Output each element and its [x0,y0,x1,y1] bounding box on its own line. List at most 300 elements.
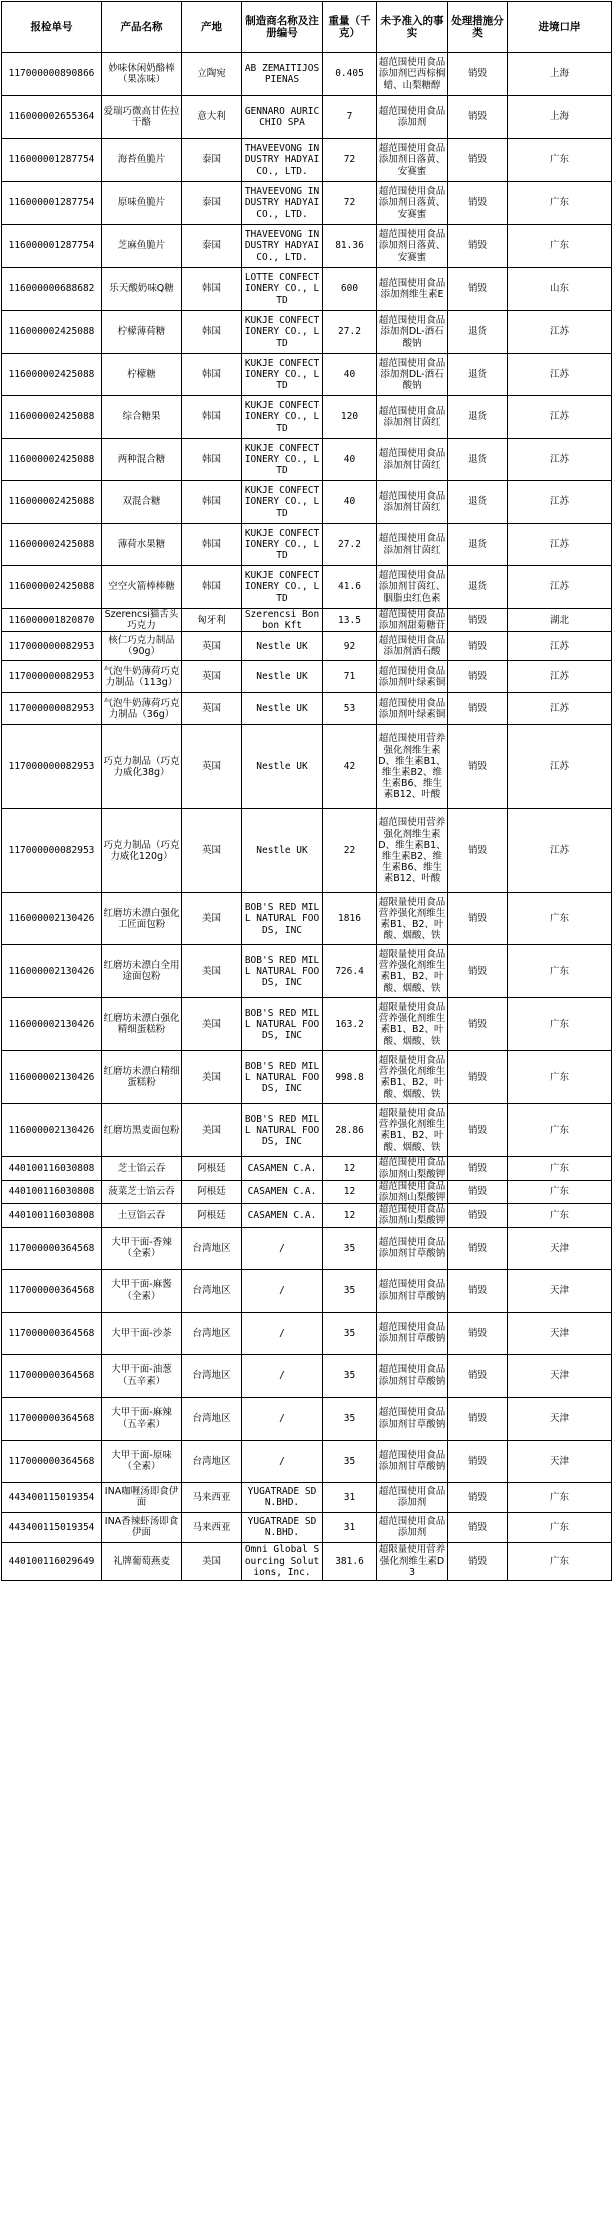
cell-reason: 超范围使用食品添加剂酒石酸 [377,632,448,661]
cell-action: 销毁 [448,139,508,182]
cell-port: 广东 [508,1180,612,1203]
table-row [2,182,612,225]
cell-origin: 台湾地区 [182,1440,242,1482]
cell-reason: 超范围使用食品添加剂DL-酒石酸钠 [377,311,448,354]
cell-name: 爱瑞巧微高甘佐拉干酪 [102,96,182,139]
cell-name: 气泡牛奶薄荷巧克力制品（36g） [102,693,182,725]
cell-maker: THAVEEVONG INDUSTRY HADYAI CO., LTD. [242,182,323,225]
cell-origin: 英国 [182,809,242,893]
header-action: 处理措施分类 [448,2,508,53]
cell-code: 116000002130426 [2,893,102,945]
cell-reason: 超范围使用食品添加剂甘草酸钠 [377,1354,448,1397]
cell-reason: 超范围使用食品添加剂巴西棕榈蜡、山梨糖醇 [377,53,448,96]
cell-reason: 超范围使用食品添加剂甘茵红 [377,524,448,566]
cell-name: 空空火箭棒棒糖 [102,566,182,609]
entry-rejection-table [1,1,612,1581]
cell-reason: 超范围使用食品添加剂甘草酸钠 [377,1312,448,1354]
cell-code: 117000000364568 [2,1440,102,1482]
cell-origin: 台湾地区 [182,1312,242,1354]
cell-maker: BOB'S RED MILL NATURAL FOODS, INC [242,1104,323,1157]
cell-reason: 超范围使用食品添加剂日落黄、安赛蜜 [377,139,448,182]
cell-reason: 超限量使用食品营养强化剂维生素B1、B2、叶酸、烟酸、铁 [377,945,448,998]
table-row [2,632,612,661]
cell-action: 销毁 [448,1482,508,1512]
cell-weight: 40 [323,354,377,396]
cell-action: 销毁 [448,809,508,893]
cell-maker: BOB'S RED MILL NATURAL FOODS, INC [242,945,323,998]
table-row [2,1354,612,1397]
cell-code: 117000000364568 [2,1354,102,1397]
cell-reason: 超范围使用食品添加剂叶绿素铜 [377,661,448,693]
cell-reason: 超范围使用食品添加剂甘茵红 [377,481,448,524]
cell-reason: 超范围使用食品添加剂维生素E [377,268,448,311]
table-row [2,1051,612,1104]
cell-maker: BOB'S RED MILL NATURAL FOODS, INC [242,893,323,945]
cell-maker: CASAMEN C.A. [242,1157,323,1180]
cell-port: 江苏 [508,809,612,893]
cell-port: 广东 [508,139,612,182]
cell-origin: 阿根廷 [182,1204,242,1227]
cell-reason: 超限量使用食品营养强化剂维生素B1、B2、叶酸、烟酸、铁 [377,893,448,945]
cell-code: 440100116029649 [2,1542,102,1580]
cell-reason: 超范围使用食品添加剂甘草酸钠 [377,1269,448,1312]
table-row [2,53,612,96]
table-row [2,1542,612,1580]
cell-origin: 匈牙利 [182,609,242,632]
cell-reason: 超限量使用食品营养强化剂维生素B1、B2、叶酸、烟酸、铁 [377,998,448,1051]
table-row [2,1180,612,1203]
cell-port: 广东 [508,225,612,268]
cell-weight: 35 [323,1269,377,1312]
cell-weight: 0.405 [323,53,377,96]
cell-weight: 12 [323,1180,377,1203]
cell-maker: THAVEEVONG INDUSTRY HADYAI CO., LTD. [242,139,323,182]
cell-weight: 22 [323,809,377,893]
cell-origin: 英国 [182,725,242,809]
cell-reason: 超范围使用食品添加剂DL-酒石酸钠 [377,354,448,396]
cell-action: 销毁 [448,693,508,725]
cell-name: 菠菜芝士馅云吞 [102,1180,182,1203]
cell-code: 116000002425088 [2,439,102,481]
cell-maker: YUGATRADE SDN.BHD. [242,1512,323,1542]
table-row [2,1397,612,1440]
cell-name: 气泡牛奶薄荷巧克力制品（113g） [102,661,182,693]
cell-name: 原味鱼脆片 [102,182,182,225]
cell-port: 江苏 [508,311,612,354]
cell-reason: 超范围使用食品添加剂叶绿素铜 [377,693,448,725]
cell-origin: 韩国 [182,396,242,439]
cell-maker: KUKJE CONFECTIONERY CO., LTD [242,396,323,439]
cell-port: 广东 [508,1204,612,1227]
table-row [2,661,612,693]
cell-maker: KUKJE CONFECTIONERY CO., LTD [242,524,323,566]
cell-origin: 立陶宛 [182,53,242,96]
header-name: 产品名称 [102,2,182,53]
cell-maker: KUKJE CONFECTIONERY CO., LTD [242,566,323,609]
cell-code: 117000000082953 [2,661,102,693]
cell-code: 116000002425088 [2,396,102,439]
cell-action: 销毁 [448,268,508,311]
cell-code: 117000000082953 [2,809,102,893]
table-row [2,268,612,311]
cell-port: 广东 [508,1157,612,1180]
cell-action: 销毁 [448,632,508,661]
cell-weight: 42 [323,725,377,809]
table-row [2,1512,612,1542]
cell-weight: 35 [323,1440,377,1482]
cell-action: 销毁 [448,893,508,945]
cell-weight: 7 [323,96,377,139]
table-row [2,225,612,268]
table-row [2,609,612,632]
cell-maker: KUKJE CONFECTIONERY CO., LTD [242,439,323,481]
cell-port: 江苏 [508,725,612,809]
cell-reason: 超范围使用食品添加剂 [377,1482,448,1512]
cell-action: 退货 [448,439,508,481]
cell-name: 两种混合糖 [102,439,182,481]
cell-maker: BOB'S RED MILL NATURAL FOODS, INC [242,998,323,1051]
cell-weight: 53 [323,693,377,725]
cell-reason: 超限量使用食品营养强化剂维生素B1、B2、叶酸、烟酸、铁 [377,1051,448,1104]
cell-weight: 998.8 [323,1051,377,1104]
cell-origin: 泰国 [182,182,242,225]
cell-code: 116000002655364 [2,96,102,139]
cell-name: 妙味休闲奶酪棒（果冻味） [102,53,182,96]
header-reason: 未予准入的事实 [377,2,448,53]
cell-origin: 美国 [182,945,242,998]
cell-action: 销毁 [448,182,508,225]
cell-code: 440100116030808 [2,1157,102,1180]
cell-code: 116000000688682 [2,268,102,311]
cell-code: 116000002425088 [2,524,102,566]
cell-origin: 泰国 [182,225,242,268]
cell-origin: 台湾地区 [182,1397,242,1440]
cell-name: 乐天酸奶味Q糖 [102,268,182,311]
header-origin: 产地 [182,2,242,53]
cell-code: 116000002425088 [2,566,102,609]
cell-port: 江苏 [508,396,612,439]
cell-action: 退货 [448,481,508,524]
table-row [2,1482,612,1512]
cell-action: 销毁 [448,1512,508,1542]
cell-weight: 163.2 [323,998,377,1051]
cell-maker: Nestle UK [242,693,323,725]
cell-maker: BOB'S RED MILL NATURAL FOODS, INC [242,1051,323,1104]
cell-weight: 72 [323,182,377,225]
cell-name: 海苔鱼脆片 [102,139,182,182]
cell-name: 红磨坊未漂白全用途面包粉 [102,945,182,998]
cell-origin: 韩国 [182,354,242,396]
cell-origin: 意大利 [182,96,242,139]
cell-maker: Omni Global Sourcing Solutions, Inc. [242,1542,323,1580]
cell-code: 116000001287754 [2,225,102,268]
cell-origin: 美国 [182,998,242,1051]
cell-weight: 726.4 [323,945,377,998]
cell-name: 大甲干面-香辣（全素） [102,1227,182,1269]
cell-weight: 81.36 [323,225,377,268]
cell-reason: 超范围使用营养强化剂维生素D、维生素B1、维生素B2、维生素B6、维生素B12、叶酸 [377,725,448,809]
table-row [2,998,612,1051]
cell-action: 销毁 [448,96,508,139]
cell-maker: / [242,1354,323,1397]
cell-weight: 72 [323,139,377,182]
table-body [2,53,612,1581]
cell-code: 116000001287754 [2,182,102,225]
cell-name: 礼牌葡萄燕麦 [102,1542,182,1580]
cell-port: 上海 [508,96,612,139]
cell-reason: 超范围使用食品添加剂山梨酸钾 [377,1204,448,1227]
table-row [2,809,612,893]
cell-weight: 1816 [323,893,377,945]
cell-weight: 71 [323,661,377,693]
cell-weight: 41.6 [323,566,377,609]
cell-code: 116000002130426 [2,1051,102,1104]
cell-maker: Nestle UK [242,809,323,893]
table-row [2,1227,612,1269]
cell-code: 117000000364568 [2,1269,102,1312]
cell-port: 湖北 [508,609,612,632]
cell-name: 大甲干面-原味（全素） [102,1440,182,1482]
cell-name: 大甲干面-麻辣（五辛素） [102,1397,182,1440]
cell-code: 116000002425088 [2,354,102,396]
cell-port: 江苏 [508,524,612,566]
cell-weight: 31 [323,1512,377,1542]
header-port: 进境口岸 [508,2,612,53]
cell-reason: 超范围使用食品添加剂山梨酸钾 [377,1157,448,1180]
cell-name: 芝麻鱼脆片 [102,225,182,268]
table-row [2,693,612,725]
cell-action: 销毁 [448,725,508,809]
cell-origin: 美国 [182,1542,242,1580]
cell-origin: 韩国 [182,566,242,609]
cell-code: 443400115019354 [2,1512,102,1542]
cell-port: 广东 [508,998,612,1051]
cell-weight: 40 [323,481,377,524]
cell-port: 天津 [508,1227,612,1269]
cell-action: 销毁 [448,1312,508,1354]
cell-action: 销毁 [448,1269,508,1312]
cell-name: 红磨坊未漂白精细蛋糕粉 [102,1051,182,1104]
cell-name: 大甲干面-麻酱（全素） [102,1269,182,1312]
cell-weight: 35 [323,1227,377,1269]
cell-action: 销毁 [448,945,508,998]
cell-reason: 超范围使用食品添加剂 [377,1512,448,1542]
cell-action: 销毁 [448,1104,508,1157]
cell-port: 天津 [508,1312,612,1354]
cell-maker: CASAMEN C.A. [242,1180,323,1203]
cell-name: 柠檬薄荷糖 [102,311,182,354]
cell-maker: / [242,1397,323,1440]
cell-action: 退货 [448,396,508,439]
cell-weight: 27.2 [323,524,377,566]
cell-reason: 超范围使用食品添加剂甘草酸钠 [377,1440,448,1482]
table-row [2,945,612,998]
cell-weight: 12 [323,1157,377,1180]
table-row [2,566,612,609]
cell-reason: 超范围使用食品添加剂甜菊糖苷 [377,609,448,632]
cell-name: 芝士馅云吞 [102,1157,182,1180]
cell-name: 薄荷水果糖 [102,524,182,566]
cell-port: 广东 [508,1104,612,1157]
cell-weight: 40 [323,439,377,481]
cell-maker: Nestle UK [242,632,323,661]
cell-name: 大甲干面-沙茶 [102,1312,182,1354]
cell-maker: Nestle UK [242,661,323,693]
cell-action: 退货 [448,354,508,396]
cell-maker: GENNARO AURICCHIO SPA [242,96,323,139]
table-row [2,893,612,945]
cell-port: 江苏 [508,693,612,725]
header-weight: 重量（千克） [323,2,377,53]
cell-maker: / [242,1269,323,1312]
cell-name: INA咖喱汤即食伊面 [102,1482,182,1512]
cell-name: 双混合糖 [102,481,182,524]
table-row [2,524,612,566]
cell-name: INA香辣虾汤即食伊面 [102,1512,182,1542]
cell-port: 江苏 [508,566,612,609]
cell-maker: AB ZEMAITIJOS PIENAS [242,53,323,96]
cell-port: 广东 [508,1482,612,1512]
cell-reason: 超范围使用食品添加剂山梨酸钾 [377,1180,448,1203]
cell-origin: 台湾地区 [182,1227,242,1269]
cell-maker: / [242,1312,323,1354]
cell-reason: 超范围使用食品添加剂日落黄、安赛蜜 [377,182,448,225]
cell-port: 广东 [508,1512,612,1542]
cell-weight: 381.6 [323,1542,377,1580]
cell-weight: 27.2 [323,311,377,354]
cell-maker: / [242,1227,323,1269]
cell-maker: KUKJE CONFECTIONERY CO., LTD [242,311,323,354]
cell-action: 销毁 [448,225,508,268]
cell-code: 443400115019354 [2,1482,102,1512]
cell-name: 核仁巧克力制品（90g） [102,632,182,661]
cell-reason: 超范围使用食品添加剂日落黄、安赛蜜 [377,225,448,268]
cell-port: 天津 [508,1397,612,1440]
table-row [2,1104,612,1157]
table-row [2,311,612,354]
cell-reason: 超限量使用营养强化剂维生素D3 [377,1542,448,1580]
cell-action: 销毁 [448,1354,508,1397]
cell-reason: 超范围使用营养强化剂维生素D、维生素B1、维生素B2、维生素B6、维生素B12、叶酸 [377,809,448,893]
cell-action: 销毁 [448,1227,508,1269]
cell-port: 江苏 [508,439,612,481]
cell-origin: 英国 [182,661,242,693]
cell-reason: 超限量使用食品营养强化剂维生素B1、B2、叶酸、烟酸、铁 [377,1104,448,1157]
cell-name: 综合糖果 [102,396,182,439]
cell-weight: 13.5 [323,609,377,632]
cell-maker: Szerencsi Bonbon Kft [242,609,323,632]
table-header [2,2,612,53]
cell-maker: KUKJE CONFECTIONERY CO., LTD [242,481,323,524]
table-row [2,396,612,439]
cell-weight: 28.86 [323,1104,377,1157]
cell-code: 117000000082953 [2,632,102,661]
cell-name: 巧克力制品（巧克力威化120g） [102,809,182,893]
cell-code: 117000000364568 [2,1312,102,1354]
cell-reason: 超范围使用食品添加剂 [377,96,448,139]
table-row [2,1157,612,1180]
cell-action: 销毁 [448,661,508,693]
cell-port: 天津 [508,1269,612,1312]
cell-maker: YUGATRADE SDN.BHD. [242,1482,323,1512]
cell-name: 红磨坊未漂白强化工匠面包粉 [102,893,182,945]
cell-code: 116000002425088 [2,481,102,524]
cell-action: 销毁 [448,53,508,96]
cell-code: 116000002425088 [2,311,102,354]
cell-weight: 35 [323,1312,377,1354]
table-row [2,1312,612,1354]
cell-origin: 美国 [182,1051,242,1104]
table-row [2,96,612,139]
cell-origin: 泰国 [182,139,242,182]
cell-port: 江苏 [508,481,612,524]
cell-port: 广东 [508,893,612,945]
cell-action: 销毁 [448,998,508,1051]
cell-reason: 超范围使用食品添加剂甘草酸钠 [377,1397,448,1440]
cell-action: 销毁 [448,1157,508,1180]
cell-port: 江苏 [508,661,612,693]
cell-port: 江苏 [508,632,612,661]
cell-origin: 韩国 [182,524,242,566]
cell-origin: 韩国 [182,311,242,354]
cell-origin: 阿根廷 [182,1157,242,1180]
cell-port: 广东 [508,182,612,225]
cell-weight: 35 [323,1397,377,1440]
cell-origin: 英国 [182,693,242,725]
cell-origin: 台湾地区 [182,1354,242,1397]
cell-name: 土豆馅云吞 [102,1204,182,1227]
cell-origin: 韩国 [182,268,242,311]
cell-origin: 英国 [182,632,242,661]
cell-code: 117000000082953 [2,725,102,809]
cell-origin: 台湾地区 [182,1269,242,1312]
cell-port: 广东 [508,1051,612,1104]
cell-reason: 超范围使用食品添加剂甘茵红、胭脂虫红色素 [377,566,448,609]
table-row [2,1269,612,1312]
cell-port: 广东 [508,945,612,998]
cell-port: 广东 [508,1542,612,1580]
cell-weight: 120 [323,396,377,439]
cell-action: 销毁 [448,1440,508,1482]
cell-name: 红磨坊未漂白强化精细蛋糕粉 [102,998,182,1051]
cell-code: 440100116030808 [2,1204,102,1227]
cell-origin: 马来西亚 [182,1512,242,1542]
table-row [2,1204,612,1227]
cell-maker: LOTTE CONFECTIONERY CO., LTD [242,268,323,311]
table-row [2,354,612,396]
cell-action: 销毁 [448,1051,508,1104]
cell-weight: 12 [323,1204,377,1227]
cell-action: 退货 [448,566,508,609]
cell-port: 天津 [508,1440,612,1482]
cell-reason: 超范围使用食品添加剂甘茵红 [377,396,448,439]
cell-maker: THAVEEVONG INDUSTRY HADYAI CO., LTD. [242,225,323,268]
cell-code: 116000002130426 [2,998,102,1051]
cell-code: 117000000890866 [2,53,102,96]
cell-origin: 马来西亚 [182,1482,242,1512]
cell-origin: 韩国 [182,439,242,481]
cell-reason: 超范围使用食品添加剂甘草酸钠 [377,1227,448,1269]
cell-action: 销毁 [448,1542,508,1580]
cell-port: 山东 [508,268,612,311]
cell-weight: 35 [323,1354,377,1397]
cell-action: 销毁 [448,1204,508,1227]
cell-port: 江苏 [508,354,612,396]
table-row [2,439,612,481]
cell-code: 440100116030808 [2,1180,102,1203]
cell-weight: 31 [323,1482,377,1512]
cell-weight: 600 [323,268,377,311]
